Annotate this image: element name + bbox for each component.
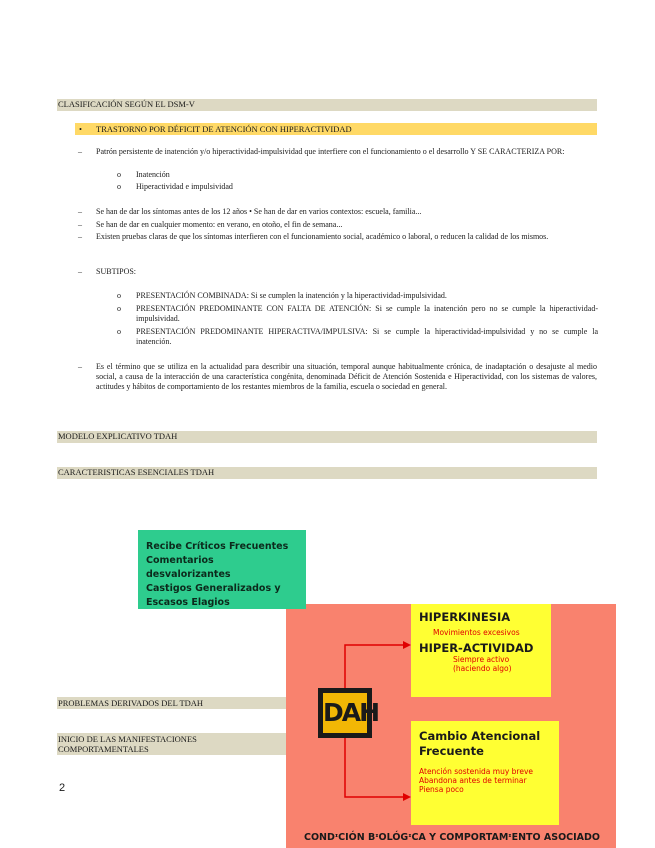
subtipo-item: o PRESENTACIÓN PREDOMINANTE CON FALTA DE ATENCIÓN: Si se cumple la inatención pero no se cumple la hiperactividad-impulsividad. bbox=[117, 304, 598, 324]
hiperkinesia-sub: Movimientos excesivos bbox=[433, 628, 520, 637]
heading-dsm: CLASIFICACIÓN SEGÚN EL DSM-V bbox=[57, 99, 597, 111]
symptom-text: Existen pruebas claras de que los síntomas interfieren con el funcionamiento social, académico o laboral, o reducen la calidad de los mismos. bbox=[96, 232, 549, 241]
subtipos-label: SUBTIPOS: bbox=[96, 267, 137, 276]
dah-center-box: DAH bbox=[318, 688, 372, 738]
dash-icon: – bbox=[78, 220, 82, 229]
dash-icon: – bbox=[78, 207, 82, 216]
arrow-to-hiperkinesia bbox=[345, 645, 405, 688]
pattern-text: Patrón persistente de inatención y/o hiperactividad-impulsividad que interfiere con el funcionamiento o el desarrollo Y SE CARACTERIZA POR: bbox=[96, 147, 565, 156]
heading-modelo: MODELO EXPLICATIVO TDAH bbox=[57, 431, 597, 443]
dash-icon: – bbox=[78, 267, 82, 276]
dash-icon: – bbox=[78, 362, 82, 371]
heading-caracteristicas: CARACTERISTICAS ESENCIALES TDAH bbox=[57, 467, 597, 479]
dash-icon: – bbox=[78, 147, 82, 156]
circle-bullet-icon: o bbox=[117, 304, 121, 313]
diagram-caption: CONDᶦCIÓN BᶦOLÓGᶦCA Y COMPORTAMᶦENTO ASOCIADO bbox=[304, 832, 600, 843]
arrowhead-icon bbox=[403, 793, 411, 801]
circle-bullet-icon: o bbox=[117, 170, 121, 179]
page-number: 2 bbox=[59, 782, 66, 794]
tdah-title: TRASTORNO POR DÉFICIT DE ATENCIÓN CON HIPERACTIVIDAD bbox=[96, 124, 352, 134]
cambio-atencional-title: Cambio Atencional Frecuente bbox=[419, 729, 541, 758]
hiperkinesia-box: HIPERKINESIA Movimientos excesivos HIPER-ACTIVIDAD Siempre activo (haciendo algo) bbox=[411, 604, 551, 697]
arrow-to-cambio-atencional bbox=[345, 738, 405, 797]
circle-bullet-icon: o bbox=[117, 327, 121, 336]
circle-bullet-icon: o bbox=[117, 182, 121, 191]
hiperkinesia-title: HIPERKINESIA bbox=[419, 610, 511, 624]
heading-inicio: INICIO DE LAS MANIFESTACIONES COMPORTAMENTALES bbox=[57, 733, 286, 755]
green-consequences-box: Recibe Críticos Frecuentes Comentarios desvalorizantes Castigos Generalizados y Escasos Elagios bbox=[138, 530, 306, 609]
pattern-item: o Inatención bbox=[117, 170, 170, 179]
pattern-item: o Hiperactividad e impulsividad bbox=[117, 182, 233, 191]
dash-icon: – bbox=[78, 232, 82, 241]
hiperactividad-title: HIPER-ACTIVIDAD bbox=[419, 641, 534, 655]
arrowhead-icon bbox=[403, 641, 411, 649]
cambio-atencional-box: Cambio Atencional Frecuente Atención sostenida muy breve Abandona antes de terminar Piensa poco bbox=[411, 721, 559, 825]
symptom-text: Se han de dar los síntomas antes de los 12 años • Se han de dar en varios contextos: escuela, familia... bbox=[96, 207, 422, 216]
heading-problemas: PROBLEMAS DERIVADOS DEL TDAH bbox=[57, 697, 286, 709]
definition-text: Es el término que se utiliza en la actualidad para describir una situación, temporal aunque habitualmente crónica, de inadaptación o desajuste al medio social, a causa de la interacción de una característica congénita, denominada Déficit de Atención Sostenida e Hiperactividad, con los sistemas de valores, actitudes y hábitos de comportamiento de los restantes miembros de la familia, escuela o sociedad en general. bbox=[96, 362, 597, 392]
symptom-text: Se han de dar en cualquier momento: en verano, en otoño, el fin de semana... bbox=[96, 220, 343, 229]
subtipo-item: o PRESENTACIÓN PREDOMINANTE HIPERACTIVA/IMPULSIVA: Si se cumple la hiperactividad-impulsividad y no se cumple la inatención. bbox=[117, 327, 598, 347]
subtipo-item: o PRESENTACIÓN COMBINADA: Si se cumplen la inatención y la hiperactividad-impulsividad. bbox=[117, 291, 447, 300]
circle-bullet-icon: o bbox=[117, 291, 121, 300]
bullet-icon: • bbox=[79, 124, 82, 134]
